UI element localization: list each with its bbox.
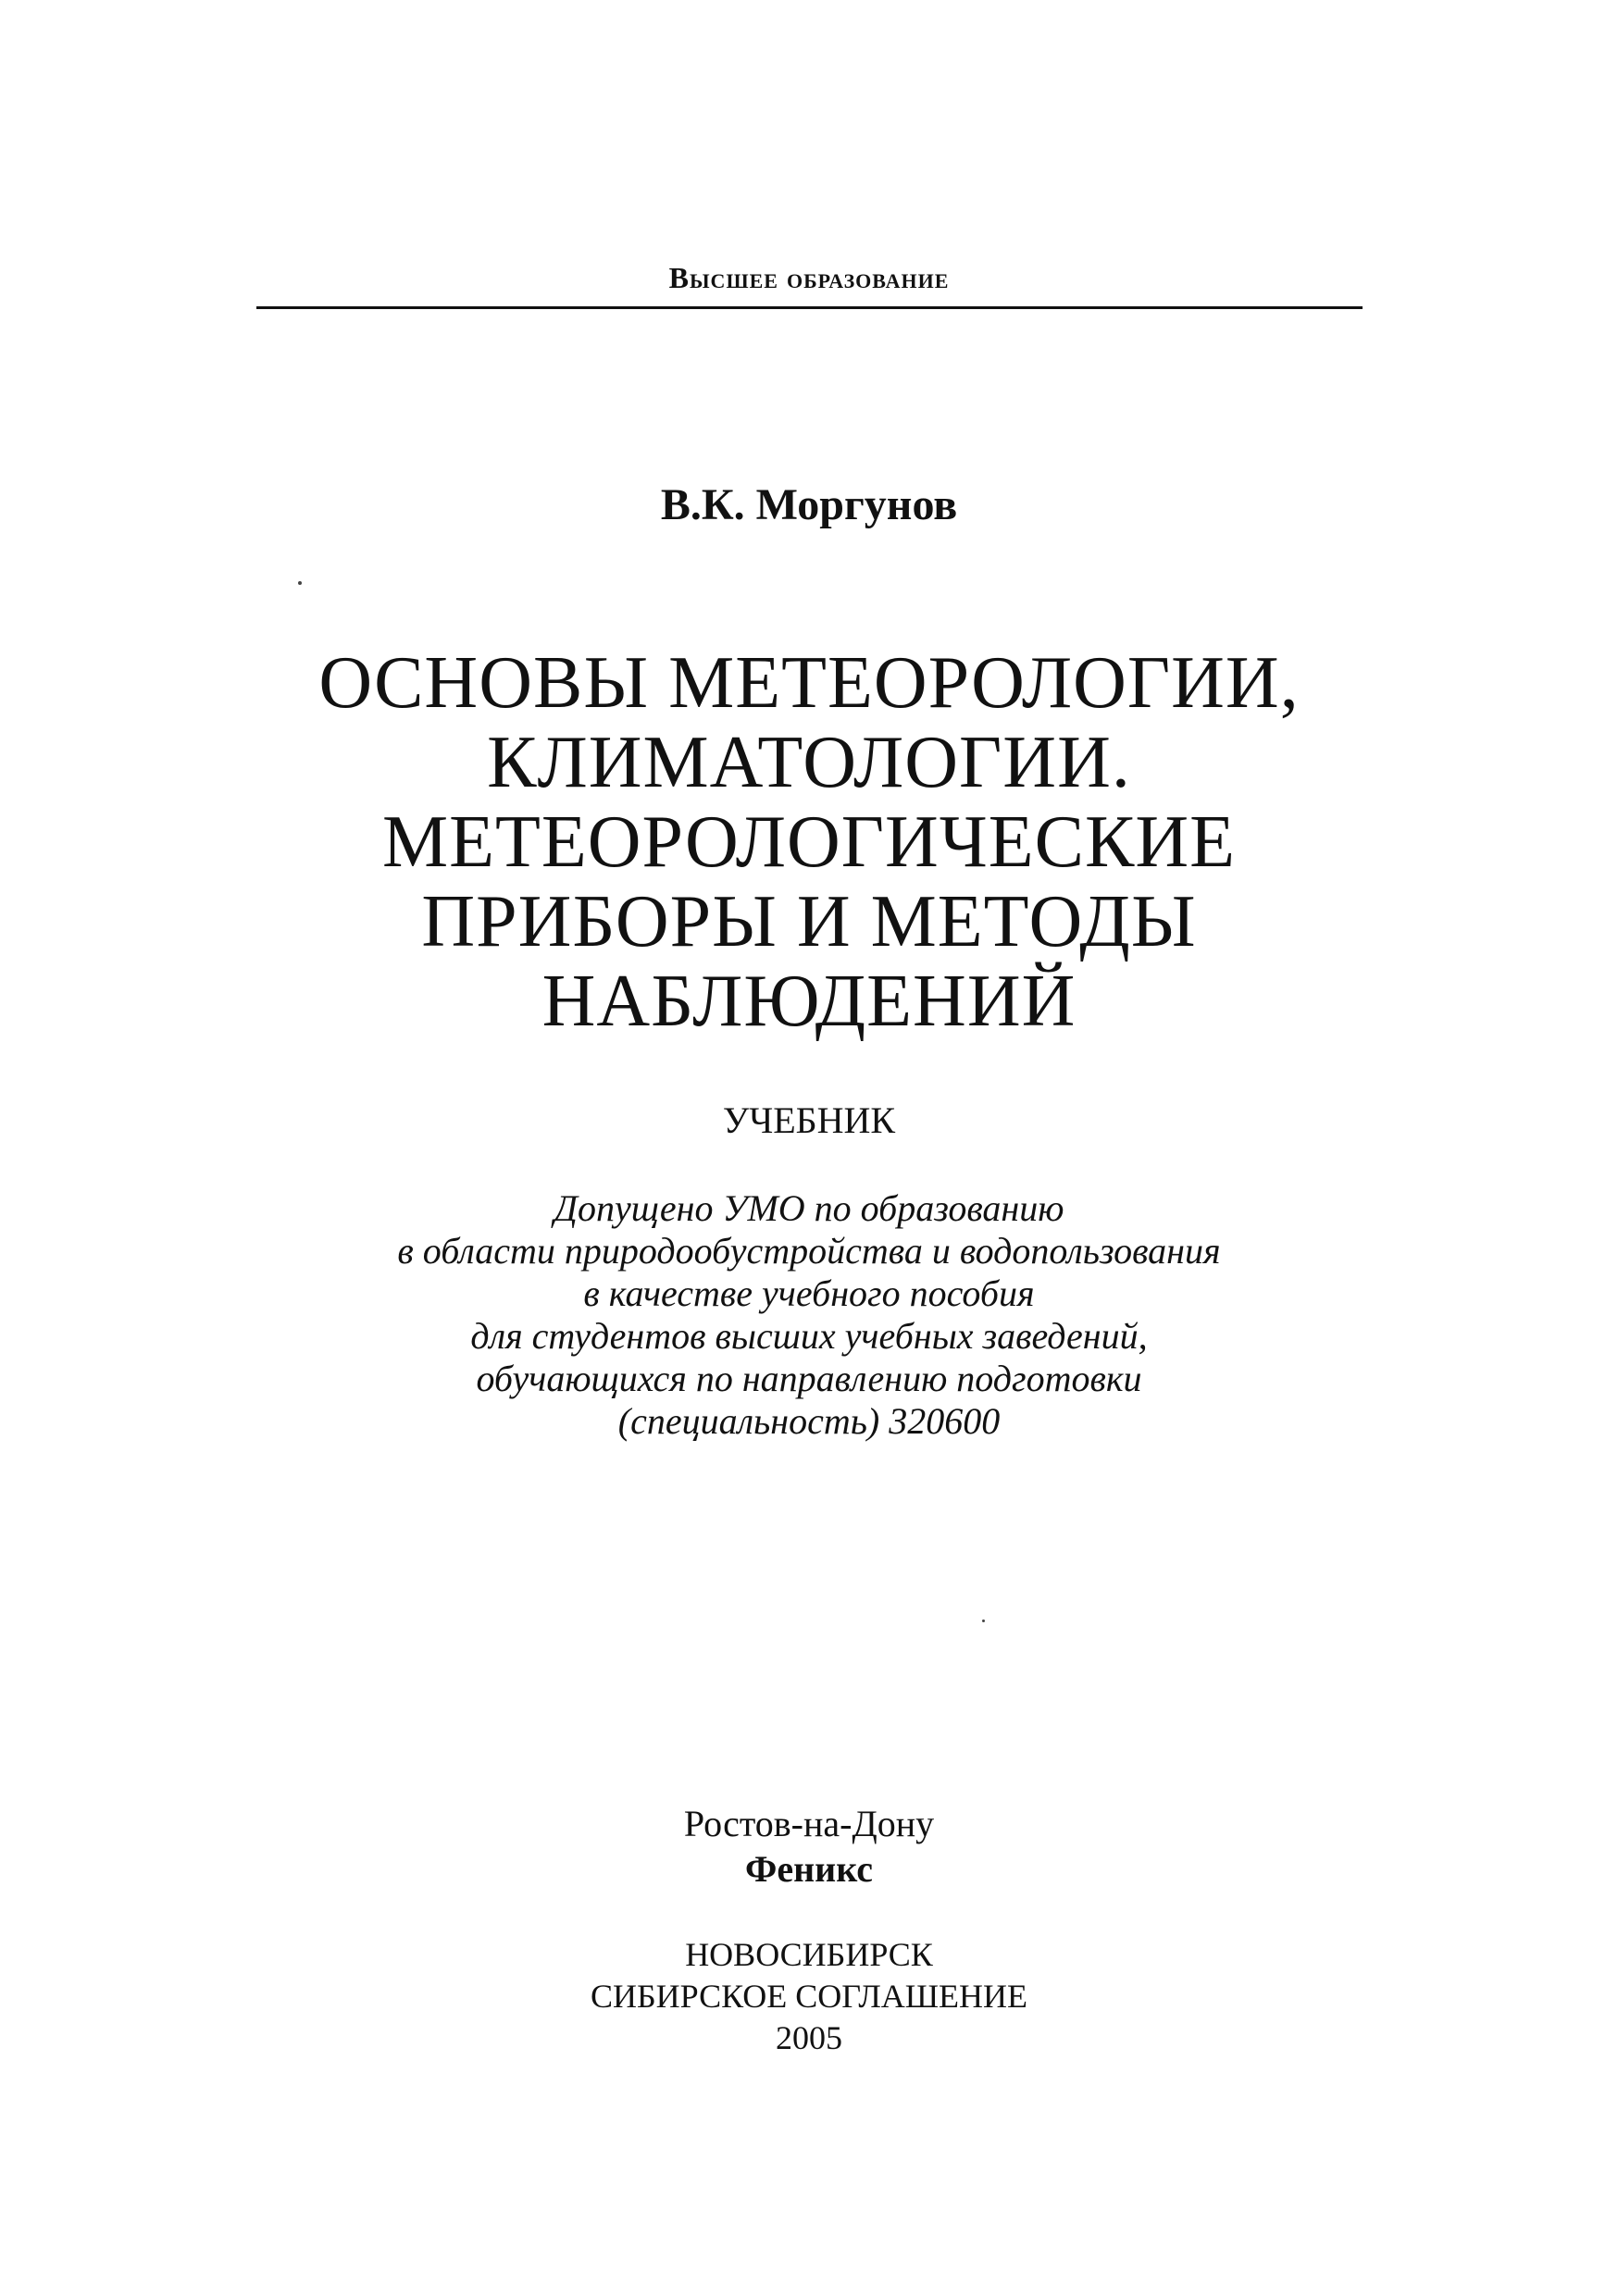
book-type: УЧЕБНИК (722, 1099, 896, 1141)
book-title-line: КЛИМАТОЛОГИИ. (487, 722, 1131, 803)
book-title-line: ОСНОВЫ МЕТЕОРОЛОГИИ, (318, 642, 1300, 724)
co-publisher-block (0, 1934, 1618, 2059)
publication-city: Ростов-на-Дону (683, 1803, 935, 1844)
approval-line: в качестве учебного пособия (583, 1272, 1035, 1314)
approval-line: в области природообустройства и водопользования (397, 1230, 1221, 1272)
book-title-line: ПРИБОРЫ И МЕТОДЫ (421, 881, 1197, 962)
book-title-line: МЕТЕОРОЛОГИЧЕСКИЕ (381, 801, 1237, 883)
series-divider (256, 306, 1363, 309)
scan-speck (982, 1620, 985, 1622)
co-publisher-name: СИБИРСКОЕ СОГЛАШЕНИЕ (590, 1978, 1028, 2015)
author-name: В.К. Моргунов (660, 480, 958, 529)
book-title (0, 643, 1618, 1041)
series-heading: Высшее образование (668, 261, 950, 294)
approval-line: (специальность) 320600 (617, 1400, 1001, 1442)
scan-speck (298, 581, 302, 585)
approval-line: для студентов высших учебных заведений, (470, 1315, 1148, 1357)
publisher-name: Феникс (744, 1848, 873, 1890)
book-title-line: НАБЛЮДЕНИЙ (541, 961, 1077, 1042)
approval-statement (0, 1187, 1618, 1443)
co-publisher-city: НОВОСИБИРСК (685, 1936, 933, 1973)
approval-line: обучающихся по направлению подготовки (476, 1358, 1142, 1399)
approval-line: Допущено УМО по образованию (554, 1187, 1064, 1229)
publication-year: 2005 (776, 2019, 842, 2056)
